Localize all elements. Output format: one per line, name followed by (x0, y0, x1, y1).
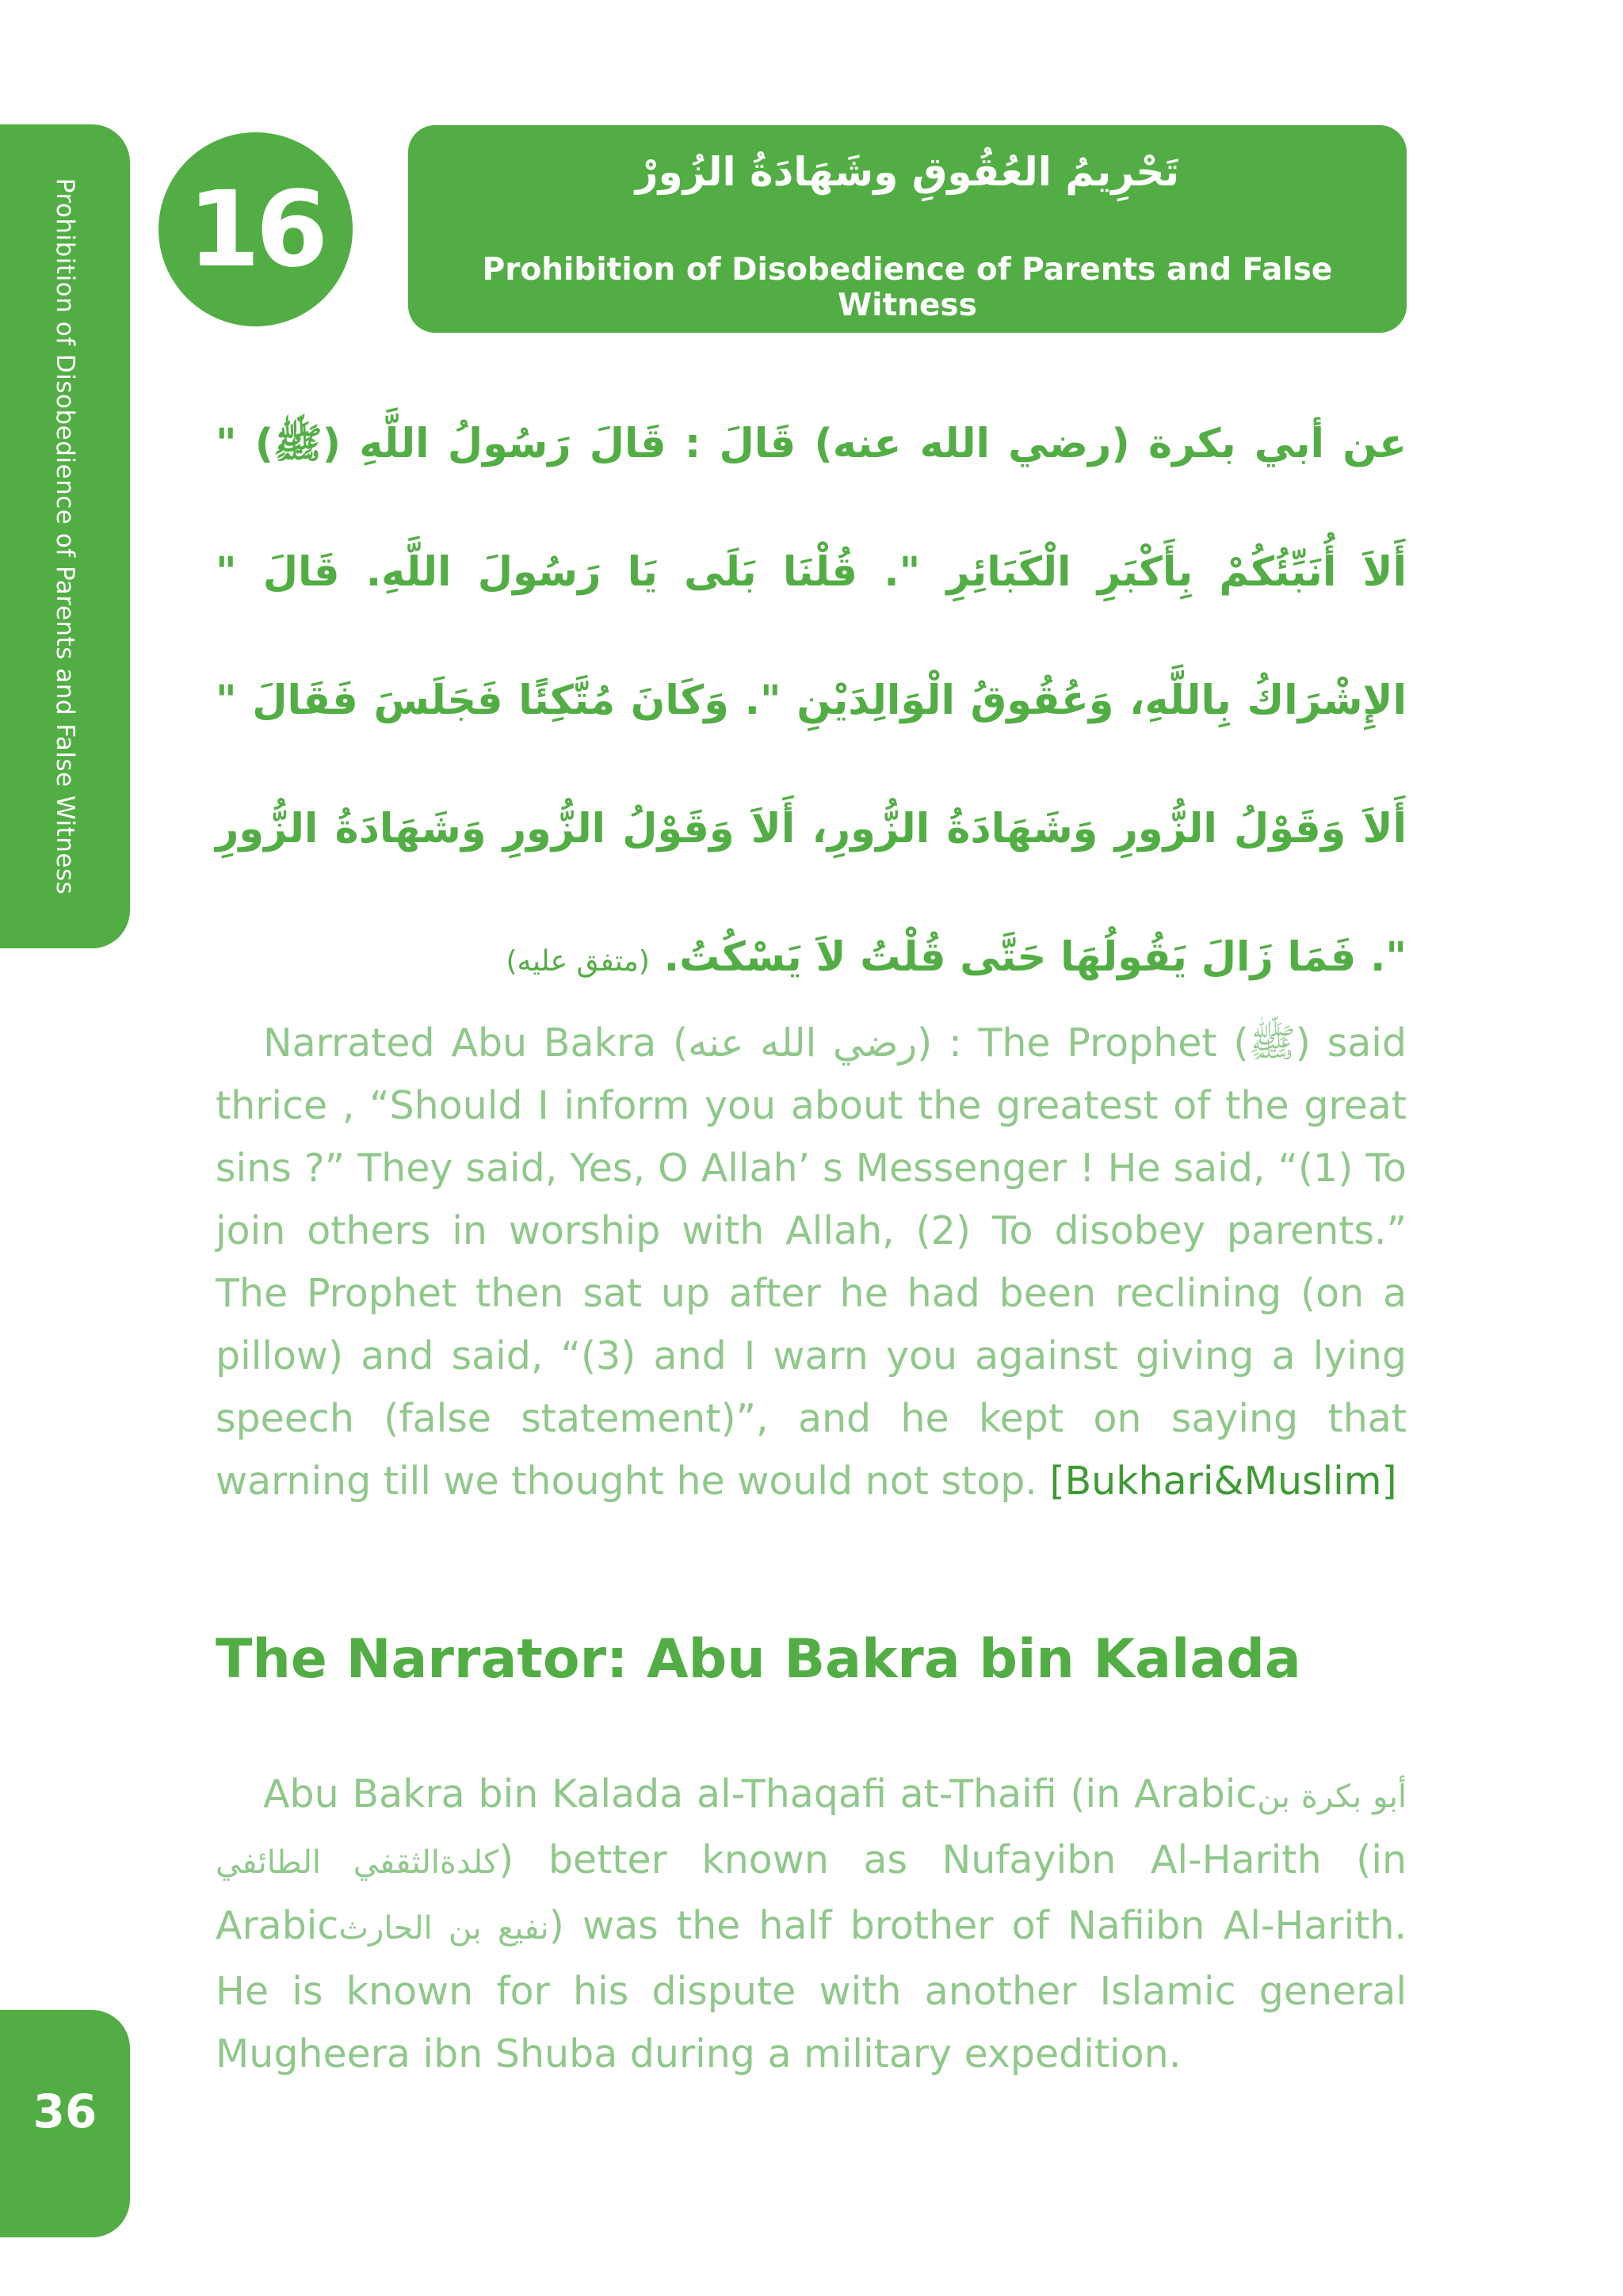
hadith-arabic-text (216, 380, 1407, 1026)
chapter-number-badge: 16 (158, 132, 353, 326)
hadith-arabic-source: (متفق عليه) (506, 945, 650, 978)
side-tab-label: Prohibition of Disobedience of Parents and False Witness (51, 177, 79, 895)
narrator-bio-part-2: ) better known as Nufayibn Al-Harith (in Arabic (216, 1837, 1407, 1948)
hadith-english-body: Narrated Abu Bakra (رضي الله عنه) : The Prophet (ﷺ) said thrice , “Should I inform you about the greatest of the great sins ?” They said, Yes, O Allah’ s Messenger ! He said, “(1) To join others in worship with Allah, (2) To disobey parents.” The Prophet then sat up after he had been reclining (on a pillow) and said, “(3) and I warn you against giving a lying speech (false statement)”, and he kept on saying that warning till we thought he would not stop. (216, 1020, 1407, 1504)
chapter-title-english: Prohibition of Disobedience of Parents and False Witness (482, 252, 1333, 323)
hadith-source-reference: [Bukhari&Muslim] (1049, 1459, 1397, 1504)
narrator-bio (216, 1763, 1407, 2085)
narrator-arabic-name-2: نفيع بن الحارث (338, 1910, 549, 1947)
narrator-heading: The Narrator: Abu Bakra bin Kalada (216, 1628, 1301, 1691)
narrator-bio-part-1: Abu Bakra bin Kalada al-Thaqafi at-Thaifi (in Arabic (263, 1772, 1258, 1817)
chapter-title-arabic: تَحْرِيمُ العُقُوقِ وشَهَادَةُ الزُورْ (635, 149, 1180, 195)
page-number-tab (0, 2010, 130, 2237)
hadith-arabic-body: عن أبي بكرة (رضي الله عنه) قَالَ : قَالَ رَسُولُ اللَّهِ (ﷺ) " أَلاَ أُنَبِّئُكُمْ بِأَكْبَرِ الْكَبَائِرِ ". قُلْنَا بَلَى يَا رَسُولَ اللَّهِ. قَالَ " الإِشْرَاكُ بِاللَّهِ، وَعُقُوقُ الْوَالِدَيْنِ ". وَكَانَ مُتَّكِئًا فَجَلَسَ فَقَالَ " أَلاَ وَقَوْلُ الزُّورِ وَشَهَادَةُ الزُّورِ، أَلاَ وَقَوْلُ الزُّورِ وَشَهَادَةُ الزُّورِ ". فَمَا زَالَ يَقُولُهَا حَتَّى قُلْتُ لاَ يَسْكُتُ. (216, 421, 1407, 981)
narrator-arabic-name-1: أبو بكرة بن كلدةالثقفي الطائفي (216, 1779, 1407, 1881)
narrator-bio-part-3: ) was the half brother of Nafiibn Al-Harith. He is known for his dispute with another Islamic general Mugheera ibn Shuba during a military expedition. (216, 1903, 1407, 2077)
side-tab (0, 124, 130, 948)
page-number: 36 (32, 2084, 97, 2138)
chapter-title-banner (408, 125, 1407, 333)
hadith-english-translation (216, 1012, 1407, 1512)
